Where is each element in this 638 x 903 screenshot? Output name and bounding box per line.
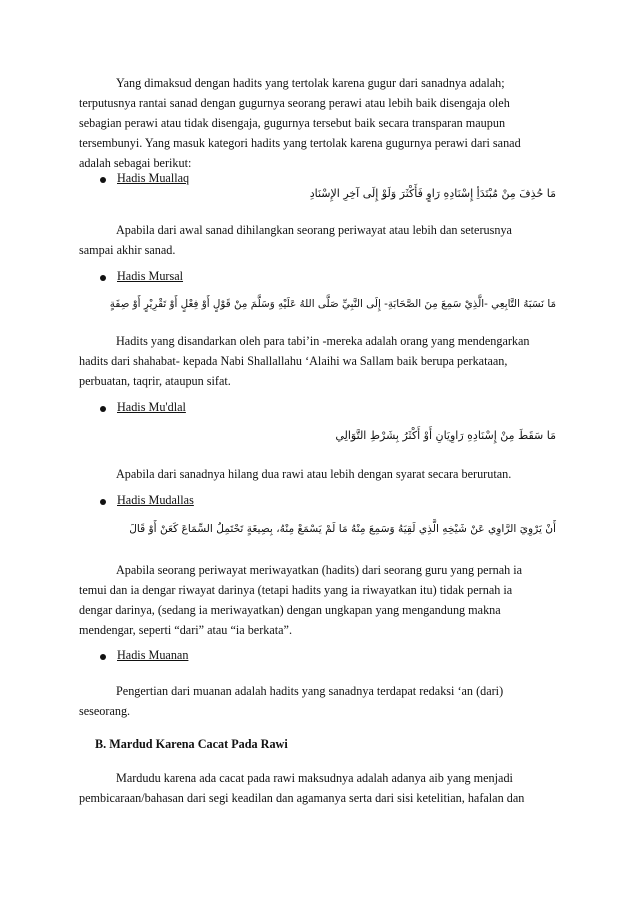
bullet-icon xyxy=(100,177,106,183)
heading-mudallas: Hadis Mudallas xyxy=(117,493,194,507)
bullet-icon xyxy=(100,654,106,660)
arabic-mudallas: أَنْ يَرْوِيَ الرَّاوِي عَنْ شَيْخِهِ الَّذِي لَقِيَهُ وَسَمِعَ مِنْهُ مَا لَمْ يَسْمَعْ مِنْهُ، بِصِيغَةٍ تَحْتَمِلُ السِّمَاعَ كَعَنْ أَوْ قَالَ xyxy=(129,523,556,535)
intro-line-3: sebagian perawi atau tidak disengaja, gugurnya tersebut baik secara transparan maupun xyxy=(79,116,506,130)
heading-muanan: Hadis Muanan xyxy=(117,648,189,662)
bullet-icon xyxy=(100,499,106,505)
mudallas-line-4: mendengar, seperti “dari” atau “ia berkata”. xyxy=(79,623,293,637)
intro-line-5: adalah sebagai berikut: xyxy=(79,156,192,170)
heading-muallaq: Hadis Muallaq xyxy=(117,171,190,185)
closing-line-2: pembicaraan/bahasan dari segi keadilan dan agamanya serta dari sisi ketelitian, hafalan dan xyxy=(79,791,525,805)
closing-line-1: Mardudu karena ada cacat pada rawi maksudnya adalah adanya aib yang menjadi xyxy=(116,771,513,785)
arabic-mursal: مَا نَسَبَهُ التَّابِعِي -الَّذِيْ سَمِعَ مِنَ الصَّحَابَةِ- إِلَى النَّبِيِّ صَلَّى اللهُ عَلَيْهِ وَسَلَّمَ مِنْ قَوْلٍ أَوْ فِعْلٍ أَوْ تَقْرِيْرٍ أَوْ صِفَةٍ xyxy=(109,298,556,310)
bullet-icon xyxy=(100,406,106,412)
heading-mursal: Hadis Mursal xyxy=(117,269,184,283)
mudlal-line-1: Apabila dari sanadnya hilang dua rawi atau lebih dengan syarat secara berurutan. xyxy=(116,467,512,481)
intro-line-4: tersembunyi. Yang masuk kategori hadits yang tertolak karena gugurnya perawi dari sanad xyxy=(79,136,521,150)
muallaq-line-2: sampai akhir sanad. xyxy=(79,243,176,257)
arabic-mudlal: مَا سَقَطَ مِنْ إِسْنَادِهِ رَاوِيَانِ أَوْ أَكْثَرُ بِشَرْطِ التَّوَالِي xyxy=(335,429,556,442)
mursal-line-1: Hadits yang disandarkan oleh para tabi’in -mereka adalah orang yang mendengarkan xyxy=(116,334,530,348)
muanan-line-2: seseorang. xyxy=(79,704,131,718)
mudallas-line-3: dengar darinya, (sedang ia meriwayatkan) dengan ungkapan yang mengandung makna xyxy=(79,603,501,617)
arabic-muallaq: مَا حُذِفَ مِنْ مُبْتَدَأِ إِسْنَادِهِ رَاوٍ فَأَكْثَرَ وَلَوْ إِلَى آخِرِ الإِسْنَادِ xyxy=(309,187,556,200)
muallaq-line-1: Apabila dari awal sanad dihilangkan seorang periwayat atau lebih dan seterusnya xyxy=(116,223,512,237)
mursal-line-3: perbuatan, taqrir, ataupun sifat. xyxy=(79,374,231,388)
mudallas-line-1: Apabila seorang periwayat meriwayatkan (hadits) dari seorang guru yang pernah ia xyxy=(116,563,523,577)
section-heading-b: B. Mardud Karena Cacat Pada Rawi xyxy=(95,737,288,751)
mursal-line-2: hadits dari shahabat- kepada Nabi Shallallahu ‘Alaihi wa Sallam baik berupa perkataan, xyxy=(79,354,508,368)
bullet-icon xyxy=(100,275,106,281)
muanan-line-1: Pengertian dari muanan adalah hadits yang sanadnya terdapat redaksi ‘an (dari) xyxy=(116,684,504,698)
mudallas-line-2: temui dan ia dengar riwayat darinya (tetapi hadits yang ia riwayatkan itu) tidak pernah ia xyxy=(79,583,513,597)
intro-line-1: Yang dimaksud dengan hadits yang tertolak karena gugur dari sanadnya adalah; xyxy=(116,76,505,90)
heading-mudlal: Hadis Mu'dlal xyxy=(117,400,186,414)
intro-line-2: terputusnya rantai sanad dengan gugurnya seorang perawi atau lebih baik disengaja oleh xyxy=(79,96,510,110)
